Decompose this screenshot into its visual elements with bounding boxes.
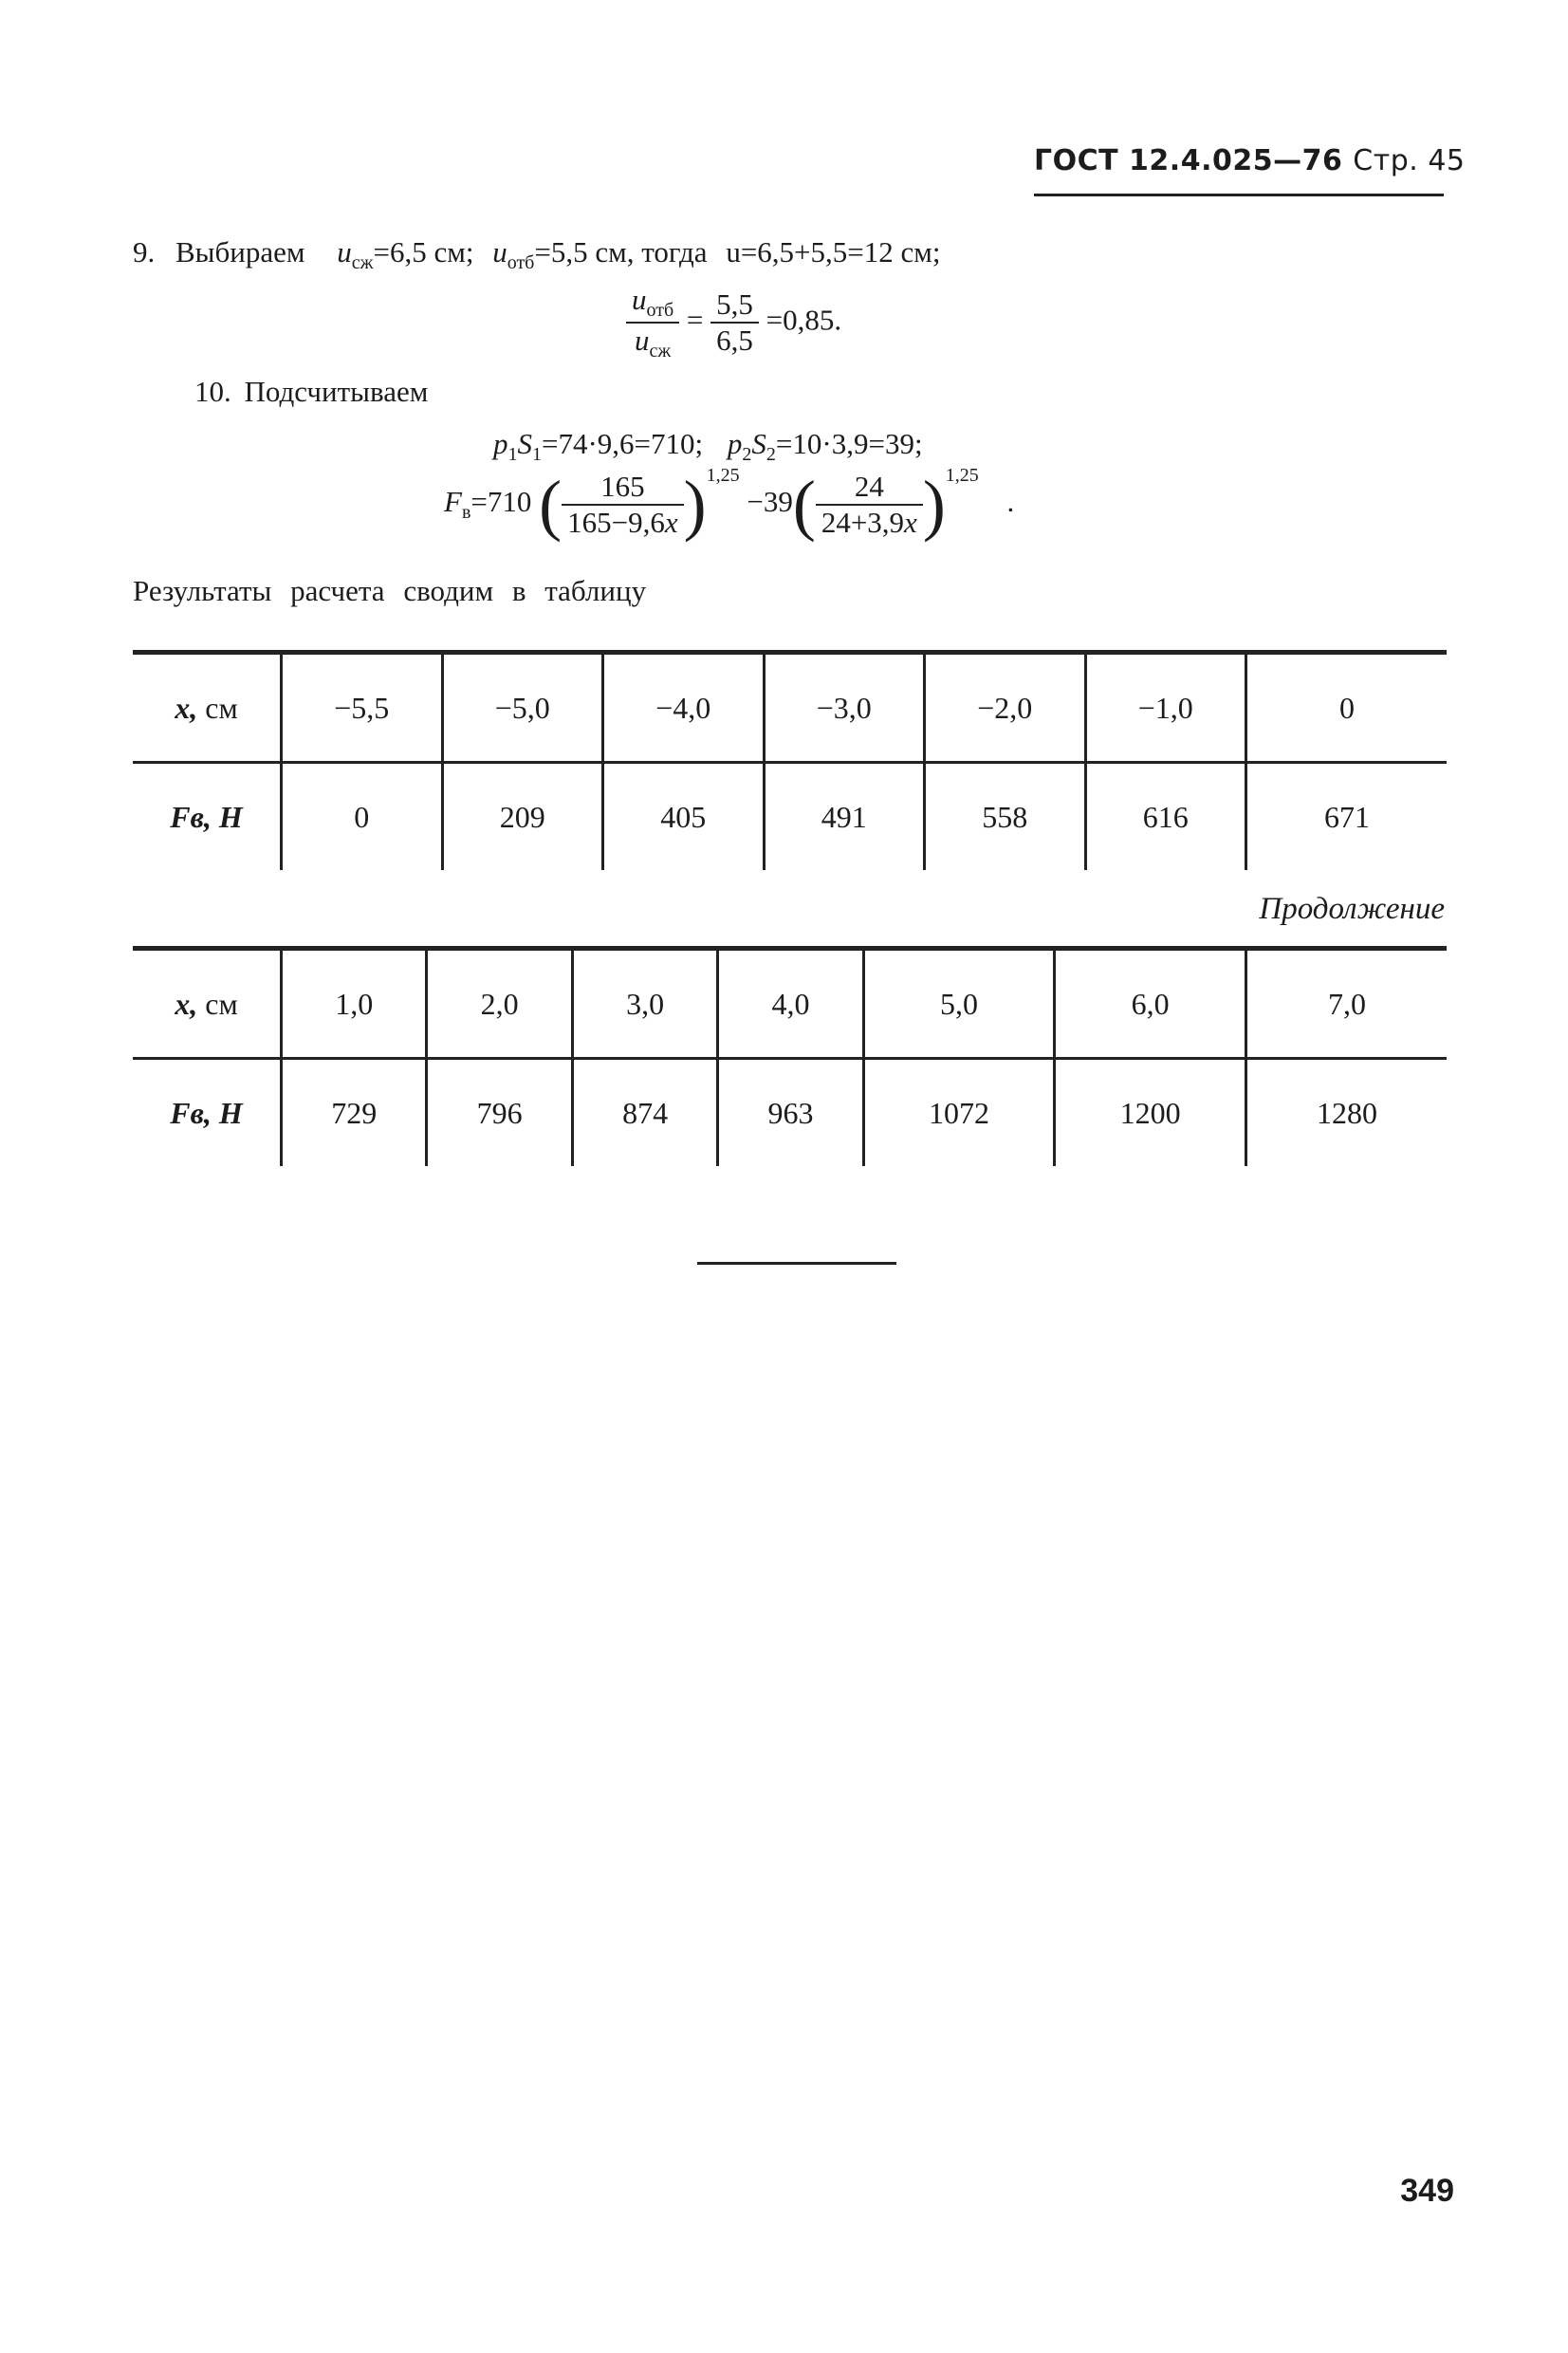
table-cell: −5,5 xyxy=(282,653,443,763)
exp-1: 1,25 xyxy=(706,465,740,486)
row-label-f: Fв, Н xyxy=(170,1095,243,1130)
header-rule xyxy=(1034,194,1444,196)
end-rule xyxy=(697,1262,896,1265)
table-cell: 1072 xyxy=(863,1059,1055,1167)
results-table-1 xyxy=(133,650,1447,870)
force-fraction-1: $\frac{165}{165-9,6x}$ xyxy=(562,470,684,540)
formula-end: . xyxy=(1006,485,1015,518)
ratio-fraction: $\frac{u_{отб}}{u_{сж}}$ xyxy=(626,283,679,362)
u-szh-value: =6,5 см; xyxy=(373,235,474,269)
frac2-num: 24 xyxy=(816,470,923,506)
table-cell: 0 xyxy=(282,763,443,871)
results-text: Результаты расчета сводим в таблицу xyxy=(133,574,647,607)
row-label-x: x, см xyxy=(133,949,282,1059)
force-formula: $F_в=710$ ( $\frac{165}{165-9,6x}$ )$^{1,25}$ −39( $\frac{24}{24+3,9x}$ )$^{1,25}$ . xyxy=(444,465,1015,543)
item-9-text: Выбираем xyxy=(175,235,305,269)
table-cell: 1,0 xyxy=(282,949,427,1059)
frac1-den: 165−9,6 xyxy=(567,505,665,539)
coeff2: −39 xyxy=(747,485,793,518)
u-otb-sub: отб xyxy=(507,252,535,274)
u-otb-value: =5,5 см, тогда xyxy=(534,235,708,269)
item-10-number: 10. xyxy=(194,375,231,408)
item-10-text: Подсчитываем xyxy=(244,375,429,408)
u-sum: u=6,5+5,5=12 см; xyxy=(726,235,941,269)
ratio-result: =0,85. xyxy=(766,303,842,337)
table-cell: −1,0 xyxy=(1085,653,1246,763)
table-1-x-row xyxy=(133,653,1447,763)
page-number: 349 xyxy=(1400,2173,1454,2209)
row-label-f: Fв, Н xyxy=(170,799,243,834)
table-cell: 616 xyxy=(1085,763,1246,871)
ratio-frac-den: 6,5 xyxy=(716,324,753,358)
ratio-value-fraction xyxy=(710,287,759,358)
pressure-formula: $p_1S_1=74\cdot 9,6=710$; $p_2S_2=10\cdot 3,9=39$; xyxy=(493,427,923,466)
table-cell: 3,0 xyxy=(572,949,717,1059)
item-9-line: 9. Выбираем $u_{сж}=6,5$ см; $u_{отб}=5,5$ см, тогда u=6,5+5,5=12 см; xyxy=(133,235,941,274)
ratio-formula: $\frac{u_{отб}}{u_{сж}}$ = $\frac{5,5}{6,5}$ =0,85. xyxy=(626,283,841,362)
table-cell: −2,0 xyxy=(925,653,1086,763)
table-cell: 491 xyxy=(764,763,925,871)
table-cell: 671 xyxy=(1246,763,1448,871)
table-cell: 4,0 xyxy=(718,949,863,1059)
table-cell: 0 xyxy=(1246,653,1448,763)
standard-code: ГОСТ 12.4.025—76 xyxy=(1034,144,1343,177)
page-header xyxy=(1034,144,1466,177)
table-cell: 963 xyxy=(718,1059,863,1167)
u-szh-sub: сж xyxy=(351,252,374,274)
table-cell: 796 xyxy=(427,1059,572,1167)
table-cell: −3,0 xyxy=(764,653,925,763)
ratio-frac-num: 5,5 xyxy=(710,287,759,324)
p2s2-value: =10·3,9=39; xyxy=(775,427,923,460)
ratio-den-sub: сж xyxy=(649,341,672,362)
p1s1-value: =74·9,6=710; xyxy=(542,427,704,460)
table-cell: 1280 xyxy=(1246,1059,1448,1167)
frac1-num: 165 xyxy=(562,470,684,506)
frac2-den: 24+3,9 xyxy=(821,505,905,539)
table-2-f-row xyxy=(133,1059,1447,1167)
item-9-number: 9. xyxy=(133,235,156,269)
row-label-x: x, см xyxy=(133,653,282,763)
table-cell: 6,0 xyxy=(1055,949,1246,1059)
table-cell: −4,0 xyxy=(603,653,765,763)
item-10-line xyxy=(194,375,428,409)
table-cell: −5,0 xyxy=(442,653,603,763)
results-table-2 xyxy=(133,946,1447,1166)
table-cell: 5,0 xyxy=(863,949,1055,1059)
table-2-x-row xyxy=(133,949,1447,1059)
force-fraction-2: $\frac{24}{24+3,9x}$ xyxy=(816,470,923,540)
table-cell: 1200 xyxy=(1055,1059,1246,1167)
table-cell: 7,0 xyxy=(1246,949,1448,1059)
page-label: Стр. 45 xyxy=(1353,144,1466,177)
ratio-num-sub: отб xyxy=(646,300,674,322)
table-cell: 729 xyxy=(282,1059,427,1167)
table-cell: 209 xyxy=(442,763,603,871)
exp-2: 1,25 xyxy=(945,465,979,486)
fb-coeff1: =710 xyxy=(470,485,532,518)
table-cell: 874 xyxy=(572,1059,717,1167)
table-cell: 558 xyxy=(925,763,1086,871)
table-cell: 2,0 xyxy=(427,949,572,1059)
continuation-label: Продолжение xyxy=(1259,892,1445,926)
table-cell: 405 xyxy=(603,763,765,871)
table-1-f-row xyxy=(133,763,1447,871)
